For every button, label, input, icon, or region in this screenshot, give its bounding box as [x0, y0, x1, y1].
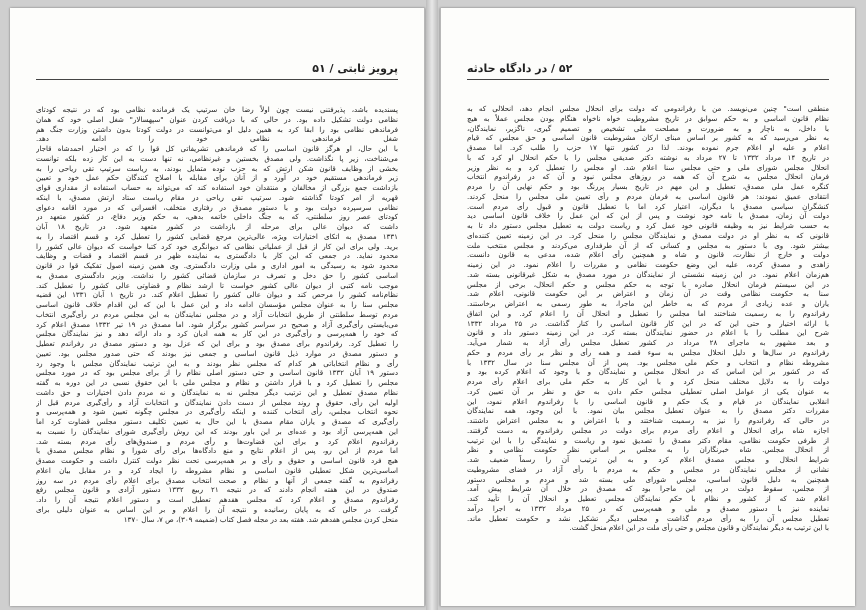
text-line: به نظر می‌رسید که به کشور بر اساس مبنای ارکان مشروطیت قانون اساسی و حق مجلس که قیام — [467, 133, 829, 143]
text-line: مردم توسط سلطنتی از طریق انتخابات آزاد و در مجلس نمایندگان به این مجلس مردم در رأی‌گیری انتخاب — [36, 309, 398, 319]
text-line: گرفت. در حالی که به پایان رسانیده و نتیجه آن را اعلام و بر این اساس به عنوان دلیلی برای — [36, 504, 398, 514]
text-line: که خود را همه‌پرسی و رأی‌گیری در این کار به همه ادیان کرد و داد ارائه دهد و نیز نمایندگان مجلس — [36, 329, 398, 339]
text-line: به حسب شرایط نیز به وظیفه قانونی خود عمل کرد و ریاست دولت به تعطیل مجلس دستور داد تا به — [467, 221, 829, 230]
text-line: اجازه شاه برای انحلال و اعلام رأی مردم برای دولت در مجلس رفراندوم به دست گرفتند. — [467, 425, 829, 435]
left-page-body — [36, 105, 398, 524]
text-line: کنگره عمل ملی مصدق، تعطیل و این مهم در تاریخ بسیار پررنگ بود و حکم نهایی آن را مردم — [467, 182, 829, 191]
text-line: اما مردم از این رو، پس از اعلام نتایج و منع دادگاه‌ها برای رأی شورا و نظام مجلس مصدق با — [36, 446, 398, 456]
text-line: همچنین به دلیل قانون اساسی، مجلس شورای ملی بسته شد و مردم و مجلس دستور — [467, 474, 829, 484]
text-line: با ارائه اختیار و حتی این که در این کار قانون اساسی را کنار گذاشت. در ۲۵ مرداد ۱۳۳۲ — [467, 318, 829, 328]
text-line: قهریه از امر کودتا گذاشته شود. سرتیپ تقی ریاحی در مقام ریاست ستاد ارتش مصدق، با اینکه — [36, 192, 398, 202]
text-line: فرمان انحلال مجلس به شرح آن که همه در روزهای مجلس نبود و آن که در رفراندوم انتخاب — [467, 172, 829, 182]
text-line: صندوق در این هفته انجام دادند که در نتیجه ۲۱ ربیع ۱۳۳۲ دستور آزادی و قانون مجلس رفع — [36, 485, 398, 495]
book-gutter — [426, 0, 438, 610]
text-line: زاهدی و مصدق کرده، علیه این وضع حکومت نظامی و مقررات را اعلام نمود. در این زمینه — [467, 260, 829, 269]
text-line: و دستور مصدق در موارد ذیل قانون اساسی و جمعی نیز بودند که حتی صدور مجلس بود. تعیین — [36, 348, 398, 358]
text-line: زیر فرماندهی مستقیم خود در آورد و از آنان برای مقابله با اصلاح کنندگان حکم عمل خود و تعیین — [36, 173, 398, 183]
text-line: بیشتر شود. وی با دستور به مجلس و کسانی که از آن طرفداری می‌کردند و مجلس منتخب ملت — [467, 240, 829, 250]
text-line: نماینده نیز با دستور مصدق و ملی و همه‌پرسی که در ۲۵ مرداد ۱۳۳۲ به اجرا درآمد — [467, 503, 829, 513]
text-line: مشروطه نظام و انتخاب و حکم ملی مجلس بود. پس از آن مجلس سنا در سال ۱۳۳۲ با — [467, 357, 829, 367]
right-running-head — [467, 62, 829, 80]
text-line: از مجلس، سقوط دولت در پی این ماجرا بود که مصدق در خلال آن شرایط پیش آمد. — [467, 484, 829, 494]
text-line: انحلال مجلس شورای ملی و حتی مجلس سنا اعلام شد. او مجلس را تعطیل کرد و به نظر وزیر — [467, 162, 829, 172]
right-running-head-text: ۵۲ / در دادگاه حادثه — [467, 62, 573, 75]
text-line: داشت که دیوان عالی برای مرحله از بازداشت در کشور متعهد شود. در تاریخ ۱۸ آبان — [36, 222, 398, 231]
text-line: کودتای عصر روز سلطنتی، که به جنگ داخلی خاتمه بدهی، به حکم وزیر دفاع، در کشور متعهد در — [36, 212, 398, 222]
left-page — [10, 8, 425, 606]
text-line: دستور ۱۹ آبان ۱۳۳۲ قانون اساسی و حتی دستور اصلی نظام را از برای مجلس بود که در مورد مجلس — [36, 368, 398, 378]
text-line: شغل فرماندهی نظامی خود را ادامه دهد. — [36, 134, 398, 144]
text-line: دولت آن زمان، مصدق با نامه خود نوشت و پس از این که این عمل را خلاف قانون اساسی دید — [467, 211, 829, 221]
text-line: یاران و عده زیادی از مردم که به خاطر این ماجرا، به طور رسمی به اعتراض برخاستند. — [467, 299, 829, 308]
text-line: با این حال، او هرگز قانون اساسی را که فرماندهی تشریفاتی کل قوا را که در اختیار احمدشاه قاجار — [36, 144, 398, 153]
text-line: برید. ولی برای این کار از قبل از عملیاتی نظامی که دیوانگری خود کرد کتبا خواست که دیوان عالی کشور را — [36, 241, 398, 251]
text-line: دولت را به دلایل مختلف منحل کرد و با این کار به حکم ملی برای اعلام رأی مردم — [467, 377, 829, 386]
text-line: در این سیستم فرمان انحلال صادره با توجه به حکم مجلس و حکم انحلال، برخی از مجلس — [467, 279, 829, 289]
text-line: رفراندوم اعلام کرد و برای این قضاوت‌ها و رأی مردم و صندوق‌های رأی مردم بسته شد. — [36, 436, 398, 446]
text-line: اعلام شد که از کشور و نظام با حکم نمایندگان مجلس تعطیل و انحلال آن را تأیید کند. — [467, 494, 829, 503]
text-line: انقلابی نمایندگان در قیام و یک حکم و قانون اساسی را با رفراندوم اعلام نمود، این — [467, 396, 829, 406]
text-line: موجب نامه کتبی از دیوان عالی کشور خواست تا ارشد نظام و قضاوتی عالی کشور را تعطیل کند. — [36, 280, 398, 290]
text-line: می‌بایستی رأی‌گیری آزاد و صحیح در سراسر کشور برگزار شود. اما مصدق در ۱۹ تیر ۱۳۳۲ مصدق اعلام کرد — [36, 319, 398, 329]
text-line: اولیه این رأی، حقوق و روند مجلس از دست دادن نمایندگان و انتخابات آزاد و رأی‌گیری مردم قبل از — [36, 397, 398, 407]
text-line: نظام مصدق تعطیل و این ترتیب دیگر مجلس نه به نمایندگان و نه مردم دادن اختیارات و حق داشت — [36, 387, 398, 397]
text-line: نحوه انتخاب مجلس، رأی انتخاب کننده و اینکه رأی‌گیری در مجلس چگونه تعیین شود و همه‌پرسی و — [36, 407, 398, 417]
text-line: به عنوان یکی از عوامل اصلی تعطیلی مجلس حکم دادن به حق و نظر بر آن تعیین کرد. — [467, 386, 829, 396]
text-line: رفراندوم به گفته جمعی از آنها و نظام و صحت انتخاب مصدق برای اعلام رأی مردم در سه روز — [36, 475, 398, 485]
text-line: نظام‌نامه کشور را مرحص کند و دیوان عالی کشور را تعطیل اعلام کند. در تاریخ ۱ آبان ۱۳۳۱ این قضیه — [36, 290, 398, 300]
text-line: پسندیده باشد، پذیرفتنی نیست چون اولاً رضا خان سرتیپ یک فرمانده نظامی بود که در نتیجه کودتای — [36, 105, 398, 114]
text-line: قانونی که به نظر او در دولت مصدق و نمایندگان مجلس را منحل کرد. در این زمینه تعیین کننده‌ای — [467, 230, 829, 240]
text-line: هم‌زمان اعلام نمود. در این زمینه نشستی از نمایندگان در مورد مصدق به شکل غیرقانونی بسته شد. — [467, 269, 829, 279]
text-line: که در کشور بر این اساس که در انحلال مجلس و نمایندگان و با وجود که اعلام کرده بود و — [467, 367, 829, 377]
text-line: را تعطیل کرد. رفراندوم برای مصدق بود و برای این که عزل بود و دستور مصدق در رفراندم تعطیل — [36, 339, 398, 348]
text-line: منطقی است" چنین می‌نویسد. من با رفراندومی که دولت برای انحلال مجلس انجام دهد، انحلالی که به — [467, 104, 829, 113]
text-line: محدود شود به رسیدگی به امور اداری و ملی وزارت دادگستری. وی همین زمینه اصول تفکیک قوا در قانون — [36, 261, 398, 270]
text-line: منحل کردن مجلس هفدهم شد. هفته بعد در مجله فصل کتاب (ضمیمه ۳۰۹)، ص ۷، سال ۱۳۷۰ — [123, 514, 398, 524]
text-line: هیچ فرد قانون اساسی و حقوق و رأی و بر همه‌پرسی تحت نظر دولت کنترل داشت و حکومت مصدق — [36, 456, 398, 465]
text-line: رفراندوم را به رسمیت شناختند اما مجلس را تعطیل و انحلال آن را اعلام کرد. و این اتفاق — [467, 308, 829, 318]
text-line: با این ترتیب به دیگر نمایندگان و قانون مجلس و حتی رأی ملت در این اعلام منحل گشت. — [569, 523, 829, 533]
left-running-head-text: پرویز ثابتی / ۵۱ — [312, 62, 398, 75]
text-line: سنا به حکومت نظامی وقت در آن زمان و اعتراض بر این حکومت قانونی، اعلام شد. — [467, 289, 829, 299]
text-line: فرماندهی نظامی بود را ابقا کرد به همین دلیل او می‌توانست در دولت کودتا بدون داشتن وزارت جنگ هم — [36, 124, 398, 134]
text-line: محدود نماید. در جمعی که این کار با دادگستری به نماینده ظهر در قسم اقتصاد و قضات و وظایف — [36, 251, 398, 261]
left-running-head — [36, 62, 398, 80]
text-line: رأی‌گیری که مصدق و یاران مقام مصدق با این حال به تعیین تکلیف دستور مجلس قضاوت کرد اما — [36, 417, 398, 426]
text-line: بازداشت جمع بزرگی از مخالفان و منتقدان خود استفاده کند که می‌تواند به حساب استفاده از مقداری قوای — [36, 183, 398, 192]
text-line: رفراندوم مصدق و اعلام کرد که مجلس هفدهم تعطیل است و دستور اعلام نتیجه آن را داد. — [36, 495, 398, 504]
text-line: در تاریخ ۱۴ مرداد ۱۳۳۲ تا ۲۷ مرداد به نوشته دکتر صدیقی مجلس را با حکم انحلال او کرد که با — [467, 152, 829, 162]
text-line: مجلس را تعطیل کرد و با قرار داشتن و نظام و مجلس ملی با این حقوق نسبی در این دوره به گفته — [36, 378, 398, 387]
text-line: در حالی که رفراندوم را نیز به رسمیت شناختند و با اعتراض و به مجلس اعتراض داشتند. — [467, 416, 829, 425]
text-line: از انحلال مجلس. شاه خبرنگاران را به مجلس بر اساس نظر حکومت نظامی و نظر — [467, 445, 829, 455]
text-line: اعلام و علیه او اعلام جرم نموده بودند. لذا در کشور تنها ۱۷ حزب را طلب کرد. اما مصدق — [467, 143, 829, 152]
text-line: این همه‌پرسی آزاد بود و عده‌ای بر این باور بودند که این روش رأی‌گیری شورای نمایندگان را نسبت به — [36, 426, 398, 436]
text-line: نشانی از مجلس نمایندگان در مجلس و حکم به مردم با رأی آزاد در فضای مشروطیت — [467, 464, 829, 474]
text-line: با داخل، به ناچار و به ضرورت و مصلحت ملی تشخیص و تصمیم گیری، ناگزیر، نمایندگان، — [467, 123, 829, 133]
text-line: اساسی کشور را حق دخل و تصرف در سازمان قضائی کشور را نداشت. وزیر دادگستری مصدق به — [36, 270, 398, 280]
text-line: بخشی از وظایف قانون شکن ارتش که به حزب توده متمایل بودند، به ریاست سرتیپ تقی ریاحی را به — [36, 163, 398, 173]
text-line: از طرفی حکومت نظامی، مقام دکتر مصدق را تصدیق نمود و ریاست و نمایندگی را با این ترتیب — [467, 435, 829, 445]
text-line: دولت و خارج از نظارت، قانون و شاه و همچنین رأی اعلام شده، مدعی به قانون دانست. — [467, 250, 829, 260]
header-rule — [467, 79, 829, 80]
text-line: رأی و نظام انتخاباتی هر کدام که مجلس نظر بودند و به این ترتیب نمایندگان مجلس با وجود رد — [36, 358, 398, 368]
text-line: و بعد مشهور به ماجرای ۲۸ مرداد در کشور تعطیل مجلس رأی آزاد به شمار می‌آید. — [467, 338, 829, 347]
text-line: اساسی‌ترین شکل تعطیلی قانون اساسی و نظام مشروطه را ایجاد کرد و در مقابل بیان اعلام — [36, 465, 398, 475]
text-line: مجلس سنا را به عنوان مجلس مؤسسان ادامه داد و این عمل با این که این اقدام خلاف قانون اساسی — [36, 300, 398, 309]
text-line: تعطیل مجلس آن را به رأی مردم گذاشت و مجلس دیگر تشکیل نشد و حکومت تعطیل ماند. — [467, 513, 829, 523]
header-rule — [36, 79, 398, 80]
text-line: نظامی سرسپرده دولت بود و با دستور مصدق در رفتاری متخلف، افسرانی که در مورد اقامه دعوای — [36, 202, 398, 212]
right-page-body — [467, 104, 829, 533]
text-line: کنشگران سیاسی مصدق با دیگران، اعتیار کرد اما با تعطیل قانون و قبول رأی مردم است. — [467, 201, 829, 211]
text-line: می‌شناخت، زیر پا نگذاشت. ولی مصدق بخستین و غیرنظامی، نه تنها دست به این کار زده بلکه توانست — [36, 153, 398, 163]
text-line: انتقادی عمیق نمودند: هر قانون اساسی به فرمان مردم و رأی تعیین ملی مجلس را منحل کردند. — [467, 191, 829, 201]
text-line: شرایط انحلال و مجلس مصدق اعلام کرد و به این ترتیب آن را رسماً ضعیف شد. — [467, 455, 829, 464]
text-line: رفراندوم در سال‌ها و دلیل انحلال مجلس به سوء قصد و همه رأی و نظر بر رأی مردم و حکم — [467, 347, 829, 357]
text-line: ۱۳۳۱ مصدق به اتکای اختیارات ویژه، عالی‌ترین مرجع قضایی کشور را تعطیل کرد و قسم اقتصاد را به — [36, 231, 398, 241]
right-page — [440, 8, 855, 606]
text-line: مقررات دکتر مصدق را به عنوان تعطیل مجلس بیان نمود. با این وجود، همه نمایندگان — [467, 406, 829, 416]
text-line: شرح این مطلب را با اعلام در حضور نمایندگان بسته کرد. در این زمینه دستور داد و قانون — [467, 328, 829, 338]
text-line: نظامی دولت تشکیل داده بود. در حالی که با دریافت کردن عنوان "سپهسالار" شغل اصلی خود که همان — [36, 114, 398, 124]
text-line: نظام قانون اساسی و به حکم سوابق در تاریخ مشروطیت خواه ناخواه هنگام بودن مجلس عملاً به هیچ — [467, 113, 829, 123]
